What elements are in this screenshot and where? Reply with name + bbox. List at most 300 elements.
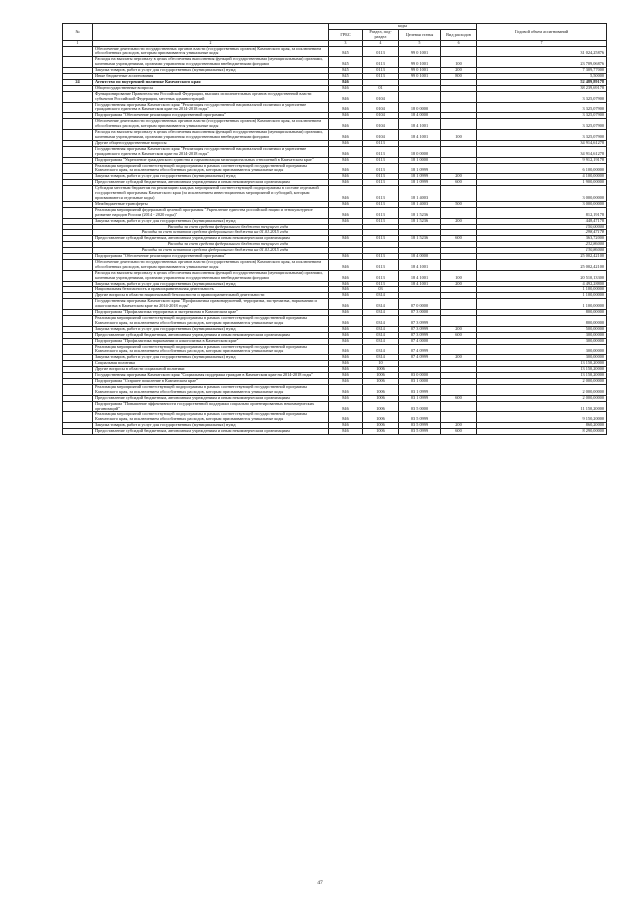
row-name-cell: Расходы за счет остатков средств федерального бюджета на 01.01.2015 года	[93, 248, 329, 254]
row-name-cell: Подпрограмма "Повышение эффективности государственной поддержки социально ориентированных некоммерческих организаций"	[93, 401, 329, 412]
row-target-cell: 07 3 0999	[399, 326, 441, 332]
row-amount-cell: 130,86000	[477, 248, 607, 254]
row-target-cell: 07 4 0999	[399, 355, 441, 361]
index-cell: 7	[477, 41, 607, 47]
row-target-cell: 18 4 0000	[399, 113, 441, 119]
row-grbs-cell: 846	[329, 281, 363, 287]
row-target-cell: 18 1 5236	[399, 236, 441, 242]
table-row	[63, 412, 607, 423]
row-amount-cell: 3 000,00000	[477, 201, 607, 207]
row-type-cell	[441, 259, 477, 270]
row-section-cell: 0314	[363, 316, 399, 327]
row-target-cell: 18 1 5236	[399, 207, 441, 218]
row-section-cell: 0314	[363, 355, 399, 361]
index-cell: 4	[363, 41, 399, 47]
row-amount-cell: 11 150,20000	[477, 401, 607, 412]
row-amount-cell: 34 914,61278	[477, 140, 607, 146]
row-type-cell: 600	[441, 180, 477, 186]
row-grbs-cell: 845	[329, 46, 363, 57]
row-grbs-cell: 846	[329, 119, 363, 130]
row-name-cell: Подпрограмма "Обеспечение реализации государственной программы"	[93, 113, 329, 119]
index-cell: 6	[441, 41, 477, 47]
table-row	[63, 207, 607, 218]
table-row	[63, 119, 607, 130]
row-amount-cell: 1 100,00000	[477, 293, 607, 299]
row-grbs-cell: 846	[329, 157, 363, 163]
row-name-cell: Агентство по внутренней политике Камчатского края	[93, 79, 329, 85]
row-grbs-cell: 846	[329, 140, 363, 146]
row-name-cell: Предоставление субсидий бюджетным, автономным учреждениям и иным некоммерческим организациям	[93, 236, 329, 242]
budget-table-sheet	[62, 23, 606, 435]
row-amount-cell: 25 002,42100	[477, 254, 607, 260]
row-grbs-cell: 846	[329, 207, 363, 218]
row-section-cell: 1006	[363, 412, 399, 423]
row-target-cell: 07 3 0999	[399, 332, 441, 338]
row-target-cell: 07 4 0000	[399, 338, 441, 344]
header-grbs: ГРБС	[329, 30, 363, 41]
row-amount-cell: 3 325,07900	[477, 91, 607, 102]
row-number-cell	[63, 401, 93, 412]
row-section-cell: 0104	[363, 130, 399, 141]
row-target-cell: 03 5 0999	[399, 423, 441, 429]
row-target-cell: 03 5 0999	[399, 429, 441, 435]
row-section-cell: 0113	[363, 140, 399, 146]
table-header	[63, 24, 607, 47]
row-type-cell	[441, 163, 477, 174]
row-name-cell: Реализация мероприятий соответствующей подпрограммы в рамках соответствующей государственной программы Камчатского края, за исключением обособленных расходов, которым присваиваются уникальные коды	[93, 316, 329, 327]
row-name-cell: Расходы за счет остатков средств федерального бюджета на 01.01.2015 года	[93, 230, 329, 236]
row-name-cell: Подпрограмма "Обеспечение реализации государственной программы"	[93, 254, 329, 260]
row-target-cell: 18 4 0000	[399, 254, 441, 260]
row-section-cell: 0314	[363, 293, 399, 299]
table-row	[63, 57, 607, 68]
row-grbs-cell: 846	[329, 79, 363, 85]
row-grbs-cell: 845	[329, 68, 363, 74]
row-amount-cell: 8 290,00000	[477, 429, 607, 435]
row-target-cell: 18 1 0999	[399, 180, 441, 186]
header-type: Вид расходов	[441, 30, 477, 41]
row-amount-cell: 9 912,19178	[477, 157, 607, 163]
row-amount-cell: 34 914,61278	[477, 146, 607, 157]
row-number-cell	[63, 46, 93, 57]
row-target-cell: 18 0 0000	[399, 146, 441, 157]
row-type-cell: 600	[441, 429, 477, 435]
row-amount-cell: 3 325,07900	[477, 113, 607, 119]
row-grbs-cell: 846	[329, 344, 363, 355]
row-name-cell: Расходы за счет средств федерального бюджета текущего года	[93, 242, 329, 248]
row-name-cell: Предоставление субсидий бюджетным, автономным учреждениям и иным некоммерческим организациям	[93, 332, 329, 338]
table-row	[63, 46, 607, 57]
row-target-cell: 18 4 1001	[399, 119, 441, 130]
row-number-cell	[63, 163, 93, 174]
row-name-cell: Закупка товаров, работ и услуг для государственных (муниципальных) нужд	[93, 355, 329, 361]
table-row	[63, 130, 607, 141]
row-grbs-cell: 846	[329, 130, 363, 141]
row-amount-cell: 7 309,77000	[477, 68, 607, 74]
row-section-cell: 10	[363, 361, 399, 367]
row-target-cell: 03 1 0999	[399, 395, 441, 401]
row-section-cell: 0113	[363, 254, 399, 260]
row-grbs-cell: 846	[329, 361, 363, 367]
row-type-cell: 800	[441, 74, 477, 80]
row-amount-cell: 300,00000	[477, 344, 607, 355]
row-number-cell	[63, 119, 93, 130]
row-name-cell: Государственная программа Камчатского края "Реализация государственной национальной политики и укрепление гражданского единства в Камчатском крае на 2014-2018 годы"	[93, 102, 329, 113]
row-target-cell: 18 4 1001	[399, 259, 441, 270]
index-cell: 5	[399, 41, 441, 47]
row-section-cell: 0113	[363, 68, 399, 74]
row-amount-cell: 2 000,00000	[477, 378, 607, 384]
row-type-cell: 600	[441, 236, 477, 242]
row-target-cell: 18 1 0999	[399, 163, 441, 174]
row-name-cell: Закупка товаров, работ и услуг для государственных (муниципальных) нужд	[93, 423, 329, 429]
row-target-cell	[399, 91, 441, 102]
row-section-cell: 1006	[363, 378, 399, 384]
row-name-cell: Предоставление субсидий бюджетным, автономным учреждениям и иным некоммерческим организациям	[93, 180, 329, 186]
row-amount-cell: 1 100,00000	[477, 287, 607, 293]
row-section-cell: 0113	[363, 180, 399, 186]
row-name-cell: Расходы на выплаты персоналу в целях обеспечения выполнения функций государственными (муниципальными) органами, казенными учреждениями, органами управления государственными внебюджетными фондами	[93, 57, 329, 68]
row-section-cell: 0113	[363, 259, 399, 270]
row-amount-cell: 3 325,07900	[477, 102, 607, 113]
row-amount-cell: 500,00000	[477, 326, 607, 332]
row-name-cell: Закупка товаров, работ и услуг для государственных (муниципальных) нужд	[93, 68, 329, 74]
row-number-cell	[63, 384, 93, 395]
row-amount-cell: 812,19178	[477, 207, 607, 218]
row-section-cell: 0113	[363, 57, 399, 68]
row-target-cell: 18 4 1001	[399, 270, 441, 281]
row-type-cell	[441, 401, 477, 412]
row-section-cell: 01	[363, 85, 399, 91]
row-name-cell: Иные бюджетные ассигнования	[93, 74, 329, 80]
row-section-cell: 1006	[363, 395, 399, 401]
row-number-cell	[63, 270, 93, 281]
table-row	[63, 163, 607, 174]
row-name-cell: Общегосударственные вопросы	[93, 85, 329, 91]
row-number-cell	[63, 57, 93, 68]
row-type-cell: 100	[441, 57, 477, 68]
table-row	[63, 146, 607, 157]
row-number-cell	[63, 259, 93, 270]
row-amount-cell: 363,72000	[477, 236, 607, 242]
row-target-cell: 99 0 1001	[399, 57, 441, 68]
table-row	[63, 186, 607, 202]
row-name-cell: Подпрограмма "Профилактика наркомании и алкоголизма в Камчатском крае"	[93, 338, 329, 344]
row-grbs-cell: 846	[329, 412, 363, 423]
row-target-cell: 99 0 1001	[399, 46, 441, 57]
row-section-cell: 0113	[363, 163, 399, 174]
row-grbs-cell: 846	[329, 85, 363, 91]
row-section-cell: 0314	[363, 310, 399, 316]
row-grbs-cell: 846	[329, 180, 363, 186]
row-amount-cell: 298,47178	[477, 230, 607, 236]
row-name-cell: Субсидии местным бюджетам на реализацию каждых мероприятий соответствующей подпрограммы в составе отдельной государственной программы Камчатского края (за исключением инвестиционных мероприятий и субсидий, которым присваиваются отдельные коды)	[93, 186, 329, 202]
row-grbs-cell: 846	[329, 174, 363, 180]
row-amount-cell: 6 100,00000	[477, 163, 607, 174]
table-row	[63, 299, 607, 310]
row-target-cell: 99 0 1001	[399, 68, 441, 74]
row-amount-cell: 2 000,00000	[477, 395, 607, 401]
row-type-cell: 200	[441, 326, 477, 332]
row-grbs-cell: 846	[329, 395, 363, 401]
row-target-cell: 18 1 5236	[399, 218, 441, 224]
row-type-cell	[441, 146, 477, 157]
row-name-cell: Закупка товаров, работ и услуг для государственных (муниципальных) нужд	[93, 281, 329, 287]
row-target-cell: 03 0 0000	[399, 373, 441, 379]
row-section-cell: 0314	[363, 326, 399, 332]
row-grbs-cell: 846	[329, 201, 363, 207]
row-amount-cell: 20 510,13300	[477, 270, 607, 281]
row-amount-cell: 800,00000	[477, 310, 607, 316]
row-type-cell: 200	[441, 355, 477, 361]
row-name-cell: Закупка товаров, работ и услуг для государственных (муниципальных) нужд	[93, 218, 329, 224]
row-grbs-cell: 846	[329, 91, 363, 102]
row-name-cell: Функционирование Правительства Российской Федерации, высших исполнительных органов государственной власти субъектов Российской Федерации, местных администраций	[93, 91, 329, 102]
row-section-cell: 0113	[363, 207, 399, 218]
row-grbs-cell: 846	[329, 102, 363, 113]
header-section: Раздел, под-раздел	[363, 30, 399, 41]
row-name-cell: Подпрограмма "Старшее поколение в Камчатском крае"	[93, 378, 329, 384]
row-type-cell: 200	[441, 218, 477, 224]
row-section-cell: 0113	[363, 46, 399, 57]
row-grbs-cell: 846	[329, 367, 363, 373]
row-number-cell	[63, 316, 93, 327]
row-grbs-cell: 846	[329, 146, 363, 157]
index-cell: 3	[329, 41, 363, 47]
row-section-cell: 0113	[363, 281, 399, 287]
row-section-cell: 0113	[363, 174, 399, 180]
row-name-cell: Обеспечение деятельности государственных органов власти (государственных органов) Камчатского края, за исключением обособленных расходов, которым присваиваются уникальные коды	[93, 119, 329, 130]
index-cell: 1	[63, 41, 93, 47]
row-amount-cell: 23 709,06876	[477, 57, 607, 68]
row-target-cell: 18 0 0000	[399, 102, 441, 113]
row-type-cell: 200	[441, 281, 477, 287]
row-name-cell: Обеспечение деятельности государственных органов власти (государственных органов) Камчатского края, за исключением обособленных расходов, которым присваиваются уникальные коды	[93, 259, 329, 270]
row-amount-cell: 300,00000	[477, 355, 607, 361]
table-row	[63, 316, 607, 327]
row-type-cell	[441, 384, 477, 395]
row-type-cell: 100	[441, 270, 477, 281]
row-amount-cell: 300,00000	[477, 332, 607, 338]
table-body	[63, 46, 607, 435]
row-type-cell: 600	[441, 395, 477, 401]
row-grbs-cell: 846	[329, 259, 363, 270]
row-grbs-cell: 846	[329, 338, 363, 344]
row-name-cell: Реализация мероприятий федеральной целевой программы "Укрепление единства российской нации и этнокультурное развитие народов России (2014 - 2020 годы)"	[93, 207, 329, 218]
row-grbs-cell: 846	[329, 254, 363, 260]
row-amount-cell: 800,00000	[477, 316, 607, 327]
row-amount-cell: 860,20000	[477, 423, 607, 429]
row-section-cell: 0314	[363, 344, 399, 355]
row-target-cell: 07 0 0000	[399, 299, 441, 310]
row-section-cell: 0104	[363, 91, 399, 102]
row-amount-cell: 4 492,28800	[477, 281, 607, 287]
row-name-cell: Предоставление субсидий бюджетным, автономным учреждениям и иным некоммерческим организациям	[93, 395, 329, 401]
table-row	[63, 344, 607, 355]
row-section-cell: 03	[363, 287, 399, 293]
row-grbs-cell: 846	[329, 113, 363, 119]
row-number-cell	[63, 102, 93, 113]
row-type-cell	[441, 102, 477, 113]
row-type-cell	[441, 207, 477, 218]
budget-table	[62, 23, 607, 435]
row-amount-cell: 3 000,00000	[477, 186, 607, 202]
row-amount-cell: 9 150,20000	[477, 412, 607, 423]
row-target-cell: 18 1 4003	[399, 186, 441, 202]
row-type-cell	[441, 299, 477, 310]
row-target-cell: 03 5 0000	[399, 401, 441, 412]
row-section-cell: 0314	[363, 332, 399, 338]
row-name-cell: Реализация мероприятий соответствующей подпрограммы в рамках соответствующей государственной программы Камчатского края, за исключением обособленных расходов, которым присваиваются уникальные коды	[93, 163, 329, 174]
header-codes-group: коды	[329, 24, 477, 30]
row-type-cell	[441, 316, 477, 327]
row-section-cell: 0113	[363, 236, 399, 242]
row-name-cell: Другие общегосударственные вопросы	[93, 140, 329, 146]
row-type-cell	[441, 186, 477, 202]
row-amount-cell: 5,50000	[477, 74, 607, 80]
row-grbs-cell: 846	[329, 429, 363, 435]
row-target-cell: 03 1 0999	[399, 384, 441, 395]
table-row	[63, 384, 607, 395]
row-name-cell: Реализация мероприятий соответствующей подпрограммы в рамках соответствующей государственной программы Камчатского края, за исключением обособленных расходов, которым присваиваются уникальные коды	[93, 344, 329, 355]
row-number-cell	[63, 146, 93, 157]
row-name-cell: Закупка товаров, работ и услуг для государственных (муниципальных) нужд	[93, 326, 329, 332]
row-amount-cell: 52 489,89178	[477, 79, 607, 85]
row-amount-cell: 150,00000	[477, 224, 607, 230]
table-row	[63, 270, 607, 281]
row-section-cell: 0113	[363, 201, 399, 207]
row-section-cell: 0104	[363, 119, 399, 130]
row-type-cell: 200	[441, 68, 477, 74]
row-grbs-cell: 846	[329, 287, 363, 293]
row-grbs-cell: 846	[329, 423, 363, 429]
header-amount: Годовой объем ассигнований	[477, 24, 607, 41]
row-amount-cell: 300,00000	[477, 338, 607, 344]
row-type-cell	[441, 119, 477, 130]
row-amount-cell: 31 024,25876	[477, 46, 607, 57]
row-target-cell: 03 1 0000	[399, 378, 441, 384]
row-name-cell: Другие вопросы в области социальной политики	[93, 367, 329, 373]
row-amount-cell: 1 100,00000	[477, 299, 607, 310]
row-target-cell: 18 1 0999	[399, 174, 441, 180]
row-type-cell: 600	[441, 332, 477, 338]
row-grbs-cell: 846	[329, 270, 363, 281]
row-number-cell	[63, 429, 93, 435]
header-num: №	[63, 24, 93, 41]
row-amount-cell: 13 150,20000	[477, 367, 607, 373]
row-name-cell: Национальная безопасность и правоохранительная деятельность	[93, 287, 329, 293]
row-grbs-cell: 846	[329, 218, 363, 224]
row-amount-cell: 13 150,20000	[477, 373, 607, 379]
row-target-cell: 18 4 1001	[399, 130, 441, 141]
row-number-cell	[63, 91, 93, 102]
row-section-cell: 1006	[363, 384, 399, 395]
row-target-cell: 07 4 0999	[399, 344, 441, 355]
row-type-cell	[441, 344, 477, 355]
row-amount-cell: 1 900,00000	[477, 180, 607, 186]
row-name-cell: Государственная программа Камчатского края "Профилактика правонарушений, терроризма, экстремизма, наркомании и алкоголизма в Камчатском крае на 2014-2018 годы"	[93, 299, 329, 310]
row-section-cell: 0104	[363, 113, 399, 119]
row-section-cell: 0314	[363, 338, 399, 344]
row-name-cell: Расходы за счет средств федерального бюджета текущего года	[93, 224, 329, 230]
row-amount-cell: 38 239,69178	[477, 85, 607, 91]
row-number-cell	[63, 186, 93, 202]
row-number-cell	[63, 207, 93, 218]
row-amount-cell: 232,86000	[477, 242, 607, 248]
row-name-cell: Обеспечение деятельности государственных органов власти (государственных органов) Камчатского края, за исключением обособленных расходов, которым присваиваются уникальные коды	[93, 46, 329, 57]
row-grbs-cell: 846	[329, 326, 363, 332]
row-grbs-cell: 846	[329, 316, 363, 327]
row-section-cell: 0104	[363, 102, 399, 113]
header-target: Целевая статья	[399, 30, 441, 41]
row-amount-cell: 2 000,00000	[477, 384, 607, 395]
row-type-cell	[441, 46, 477, 57]
row-number-cell	[63, 412, 93, 423]
table-row	[63, 102, 607, 113]
row-target-cell: 99 0 1001	[399, 74, 441, 80]
row-name-cell: Реализация мероприятий соответствующей подпрограммы в рамках соответствующей государственной программы Камчатского края, за исключением обособленных расходов, которым присваиваются уникальные коды	[93, 412, 329, 423]
row-grbs-cell: 845	[329, 74, 363, 80]
row-grbs-cell: 846	[329, 401, 363, 412]
row-section-cell: 1006	[363, 367, 399, 373]
row-grbs-cell: 846	[329, 384, 363, 395]
header-name	[93, 24, 329, 41]
row-type-cell	[441, 91, 477, 102]
row-name-cell: Подпрограмма "Укрепление гражданского единства и гармонизация межнациональных отношений в Камчатском крае"	[93, 157, 329, 163]
row-grbs-cell: 846	[329, 310, 363, 316]
row-name-cell: Расходы на выплаты персоналу в целях обеспечения выполнения функций государственными (муниципальными) органами, казенными учреждениями, органами управления государственными внебюджетными фондами	[93, 130, 329, 141]
row-name-cell: Государственная программа Камчатского края "Социальная поддержка граждан в Камчатском крае на 2014-2018 годы"	[93, 373, 329, 379]
row-grbs-cell: 846	[329, 293, 363, 299]
row-name-cell: Расходы на выплаты персоналу в целях обеспечения выполнения функций государственными (муниципальными) органами, казенными учреждениями, органами управления государственными внебюджетными фондами	[93, 270, 329, 281]
row-section-cell: 1006	[363, 423, 399, 429]
row-name-cell: Государственная программа Камчатского края "Реализация государственной национальной политики и укрепление гражданского единства в Камчатском крае на 2014-2018 годы"	[93, 146, 329, 157]
row-target-cell: 07 3 0999	[399, 316, 441, 327]
row-name-cell: Закупка товаров, работ и услуг для государственных (муниципальных) нужд	[93, 174, 329, 180]
row-name-cell: Подпрограмма "Профилактика терроризма и экстремизма в Камчатском крае"	[93, 310, 329, 316]
row-target-cell: 03 5 0999	[399, 412, 441, 423]
row-target-cell: 07 3 0000	[399, 310, 441, 316]
row-grbs-cell: 846	[329, 299, 363, 310]
table-row	[63, 259, 607, 270]
row-name-cell: Социальная политика	[93, 361, 329, 367]
row-target-cell: 18 1 4003	[399, 201, 441, 207]
row-number-cell	[63, 130, 93, 141]
row-amount-cell: 25 002,42100	[477, 259, 607, 270]
row-number-cell	[63, 344, 93, 355]
row-name-cell: Межбюджетные трансферты	[93, 201, 329, 207]
page-number: 47	[317, 880, 323, 886]
row-section-cell: 0113	[363, 157, 399, 163]
row-grbs-cell: 846	[329, 186, 363, 202]
row-grbs-cell: 846	[329, 355, 363, 361]
row-section-cell: 0113	[363, 186, 399, 202]
row-section-cell: 0113	[363, 270, 399, 281]
row-number-cell	[63, 299, 93, 310]
row-grbs-cell: 846	[329, 163, 363, 174]
row-amount-cell: 4 100,00000	[477, 174, 607, 180]
row-section-cell: 1006	[363, 373, 399, 379]
row-name-cell: Другие вопросы в области национальной безопасности и правоохранительной деятельности	[93, 293, 329, 299]
table-row	[63, 401, 607, 412]
row-type-cell: 500	[441, 201, 477, 207]
row-type-cell	[441, 412, 477, 423]
row-section-cell: 0314	[363, 299, 399, 310]
row-section-cell: 0113	[363, 146, 399, 157]
row-type-cell: 200	[441, 423, 477, 429]
row-section-cell: 1006	[363, 401, 399, 412]
row-amount-cell: 448,47178	[477, 218, 607, 224]
